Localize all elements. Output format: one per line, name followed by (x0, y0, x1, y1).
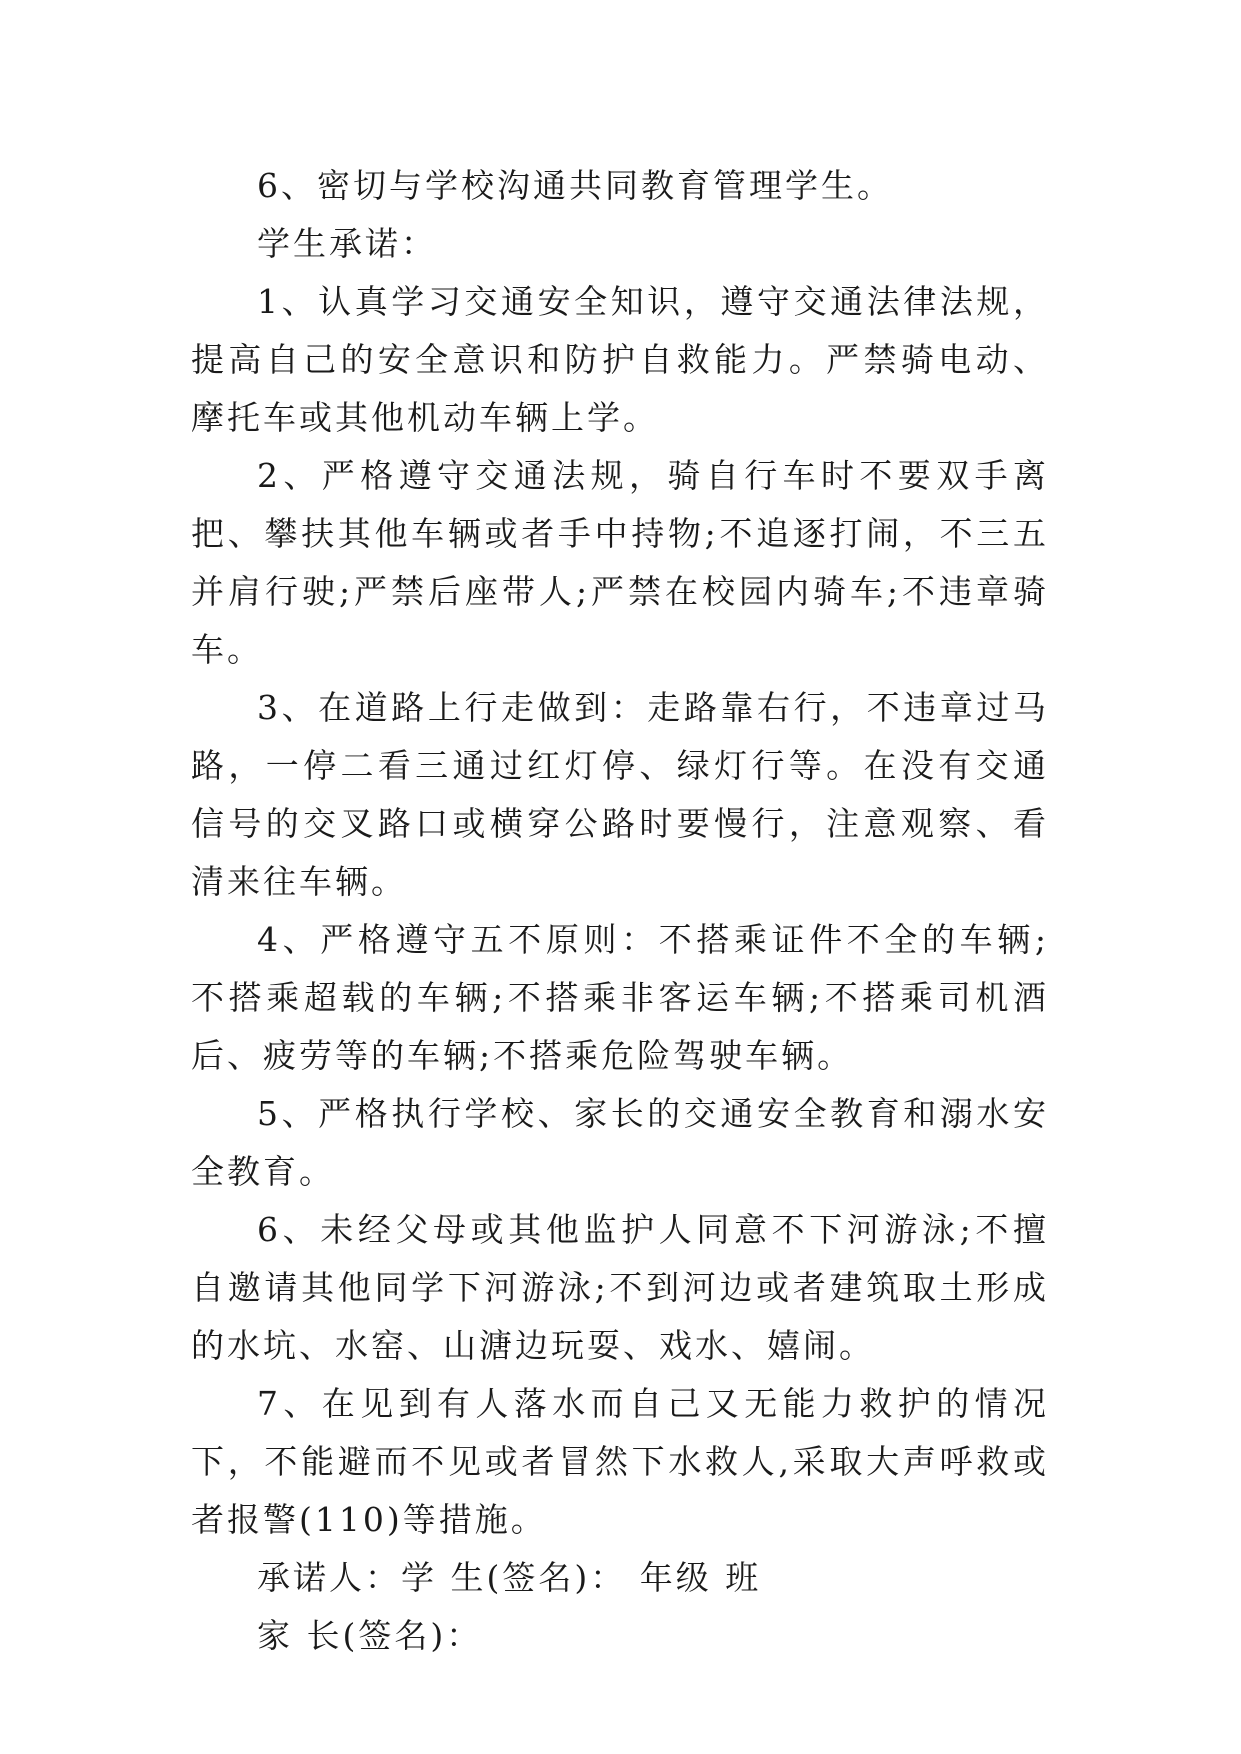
paragraph-pledge-item-4: 4、严格遵守五不原则：不搭乘证件不全的车辆;不搭乘超载的车辆;不搭乘非客运车辆;不搭乘司机酒后、疲劳等的车辆;不搭乘危险驾驶车辆。 (191, 920, 1049, 1075)
paragraph-pledge-item-1: 1、认真学习交通安全知识，遵守交通法律法规，提高自己的安全意识和防护自救能力。严禁骑电动、摩托车或其他机动车辆上学。 (191, 282, 1049, 437)
document-body (191, 157, 1049, 1665)
signature-line-student: 承诺人：学 生(签名)： 年级 班 (257, 1558, 762, 1597)
paragraph-parent-item-6: 6、密切与学校沟通共同教育管理学生。 (257, 166, 893, 205)
paragraph-pledge-item-6: 6、未经父母或其他监护人同意不下河游泳;不擅自邀请其他同学下河游泳;不到河边或者建筑取土形成的水坑、水窑、山溏边玩耍、戏水、嬉闹。 (191, 1210, 1049, 1365)
signature-line-parent: 家 长(签名)： (257, 1616, 483, 1655)
paragraph-pledge-item-2: 2、严格遵守交通法规，骑自行车时不要双手离把、攀扶其他车辆或者手中持物;不追逐打闹，不三五并肩行驶;严禁后座带人;严禁在校园内骑车;不违章骑车。 (191, 456, 1049, 669)
paragraph-pledge-item-3: 3、在道路上行走做到：走路靠右行，不违章过马路，一停二看三通过红灯停、绿灯行等。在没有交通信号的交叉路口或横穿公路时要慢行，注意观察、看清来往车辆。 (191, 688, 1049, 901)
paragraph-pledge-item-7: 7、在见到有人落水而自己又无能力救护的情况下，不能避而不见或者冒然下水救人,采取大声呼救或者报警(110)等措施。 (191, 1384, 1049, 1539)
paragraph-student-pledge-heading: 学生承诺： (257, 224, 437, 263)
paragraph-pledge-item-5: 5、严格执行学校、家长的交通安全教育和溺水安全教育。 (191, 1094, 1049, 1191)
